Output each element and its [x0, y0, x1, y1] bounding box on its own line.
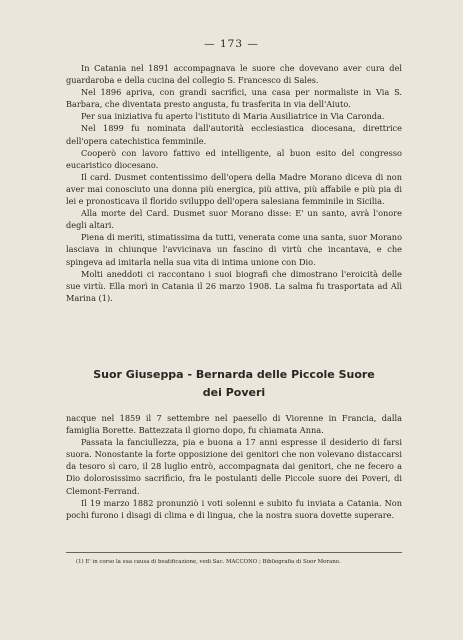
body-text-bottom	[66, 412, 402, 521]
paragraph: Per sua iniziativa fu aperto l'istituto di Maria Ausiliatrice in Via Caronda.	[81, 111, 385, 122]
heading-line: Suor Giuseppa - Bernarda delle Piccole Suore	[93, 368, 375, 381]
footnote: (1) E' in corso la sua causa di beatificazione, vedi Sac. MACCONO ; Bibliografia di Suor Morano.	[76, 559, 341, 565]
paragraph: In Catania nel 1891 accompagnava le suore che dovevano aver cura del guardaroba e della cucina del collegio S. Francesco di Sales.	[66, 63, 402, 86]
paragraph: Passata la fanciullezza, pia e buona a 17 anni espresse il desiderio di farsi suora. Nonostante la forte opposizione dei genitori che non volevano distaccarsi da tesoro sì caro, il 28 luglio entrò, accompagnata dai genitori, che ne fecero a Dio dolorosissimo sacrificio, fra le postulanti delle Piccole suore dei Poveri, di Clemont-Ferrand.	[66, 437, 402, 496]
page-number: — 173 —	[204, 38, 259, 50]
footnote-divider	[66, 552, 402, 553]
body-text-top	[66, 62, 402, 304]
paragraph: Piena di meriti, stimatissima da tutti, venerata come una santa, suor Morano lasciava in chiunque l'avvicinava un fascino di virtù che incantava, e che spingeva ad imitarla nella sua vita di intima unione con Dio.	[66, 232, 402, 267]
paragraph: Nel 1896 apriva, con grandi sacrifici, una casa per normaliste in Via S. Barbara, che diventata presto angusta, fu trasferita in via dell'Aiuto.	[66, 87, 402, 110]
paragraph: Cooperò con lavoro fattivo ed intelligente, al buon esito del congresso eucaristico diocesano.	[66, 147, 402, 170]
paragraph: nacque nel 1859 il 7 settembre nel paesello di Viorenne in Francia, dalla famiglia Borette. Battezzata il giorno dopo, fu chiamata Anna.	[66, 413, 402, 436]
paragraph: Il card. Dusmet contentissimo dell'opera della Madre Morano diceva di non aver mai conosciuto una donna più energica, più attiva, più affabile e più pia di lei e pronosticava il florido sviluppo dell'opera salesiana femminile in Sicilia.	[66, 171, 402, 207]
section-heading	[66, 366, 402, 402]
paragraph: Nel 1899 fu nominata dall'autorità ecclesiastica diocesana, direttrice dell'opera catechistica femminile.	[66, 123, 402, 146]
paragraph: Molti aneddoti ci raccontano i suoi biografi che dimostrano l'eroicità delle sue virtù. Ella morì in Catania il 26 marzo 1908. La salma fu trasportata ad Alì Marina (1).	[66, 268, 402, 303]
paragraph: Alla morte del Card. Dusmet suor Morano disse: E' un santo, avrà l'onore degli altari.	[66, 208, 402, 231]
paragraph: Il 19 marzo 1882 pronunziò i voti solenni e subito fu inviata a Catania. Non pochi furono i disagi di clima e di lingua, che la nostra suora dovette superare.	[66, 497, 402, 520]
heading-line: dei Poveri	[202, 386, 266, 399]
